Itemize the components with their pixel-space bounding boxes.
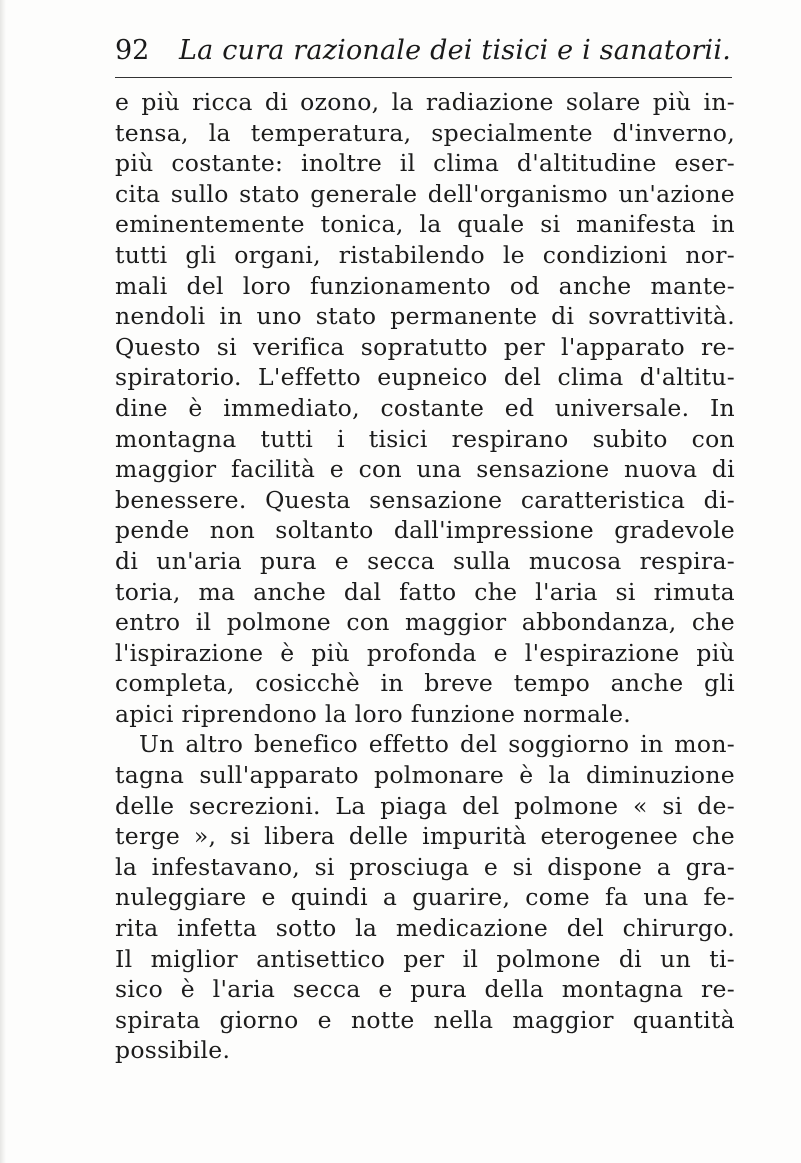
text-line: tagna sull'apparato polmonare è la diminuzione bbox=[115, 761, 735, 790]
text-line: pende non soltanto dall'impressione gradevole bbox=[115, 516, 735, 545]
text-line: spirata giorno e notte nella maggior quantità bbox=[115, 1005, 735, 1034]
text-line: apici riprendono la loro funzione normale. bbox=[115, 699, 632, 728]
text-line: terge », si libera delle impurità eterogenee che bbox=[115, 822, 735, 851]
text-line: eminentemente tonica, la quale si manifesta in bbox=[115, 210, 735, 239]
running-header bbox=[115, 35, 735, 75]
text-line: cita sullo stato generale dell'organismo un'azione bbox=[115, 179, 735, 208]
text-line: dine è immediato, costante ed universale. In bbox=[115, 393, 735, 422]
text-line: l'ispirazione è più profonda e l'espirazione più bbox=[115, 638, 735, 667]
text-line: rita infetta sotto la medicazione del chirurgo. bbox=[115, 914, 735, 943]
text-line: toria, ma anche dal fatto che l'aria si rimuta bbox=[115, 577, 735, 606]
text-line: nendoli in uno stato permanente di sovrattività. bbox=[115, 302, 735, 331]
page-number: 92 bbox=[115, 35, 150, 66]
text-line: tutti gli organi, ristabilendo le condizioni nor- bbox=[115, 240, 735, 269]
text-line: la infestavano, si prosciuga e si dispone a gra- bbox=[115, 852, 735, 881]
text-line: Questo si verifica sopratutto per l'apparato re- bbox=[115, 332, 735, 361]
text-line: Il miglior antisettico per il polmone di un ti- bbox=[115, 944, 735, 973]
text-line: Un altro benefico effetto del soggiorno in mon- bbox=[139, 730, 735, 759]
text-line: possibile. bbox=[115, 1036, 231, 1065]
text-line: completa, cosicchè in breve tempo anche gli bbox=[115, 669, 735, 698]
text-line: spiratorio. L'effetto eupneico del clima d'altitu- bbox=[115, 363, 735, 392]
text-line: tensa, la temperatura, specialmente d'inverno, bbox=[115, 118, 735, 147]
running-title: La cura razionale dei tisici e i sanatorii. bbox=[179, 35, 731, 66]
body-text bbox=[115, 87, 735, 1066]
text-line: maggior facilità e con una sensazione nuova di bbox=[115, 455, 735, 484]
text-line: di un'aria pura e secca sulla mucosa respira- bbox=[115, 546, 735, 575]
text-line: benessere. Questa sensazione caratteristica di- bbox=[115, 485, 735, 514]
text-line: entro il polmone con maggior abbondanza, che bbox=[115, 608, 735, 637]
text-line: delle secrezioni. La piaga del polmone « si de- bbox=[115, 791, 735, 820]
text-line: sico è l'aria secca e pura della montagna re- bbox=[115, 975, 735, 1004]
text-line: più costante: inoltre il clima d'altitudine eser- bbox=[115, 149, 735, 178]
text-line: e più ricca di ozono, la radiazione solare più in- bbox=[115, 88, 735, 116]
text-line: mali del loro funzionamento od anche mante- bbox=[115, 271, 735, 300]
page-edge-shadow bbox=[0, 0, 6, 1163]
text-line: nuleggiare e quindi a guarire, come fa una fe- bbox=[115, 883, 735, 912]
header-rule bbox=[115, 77, 732, 78]
text-line: montagna tutti i tisici respirano subito con bbox=[115, 424, 735, 453]
